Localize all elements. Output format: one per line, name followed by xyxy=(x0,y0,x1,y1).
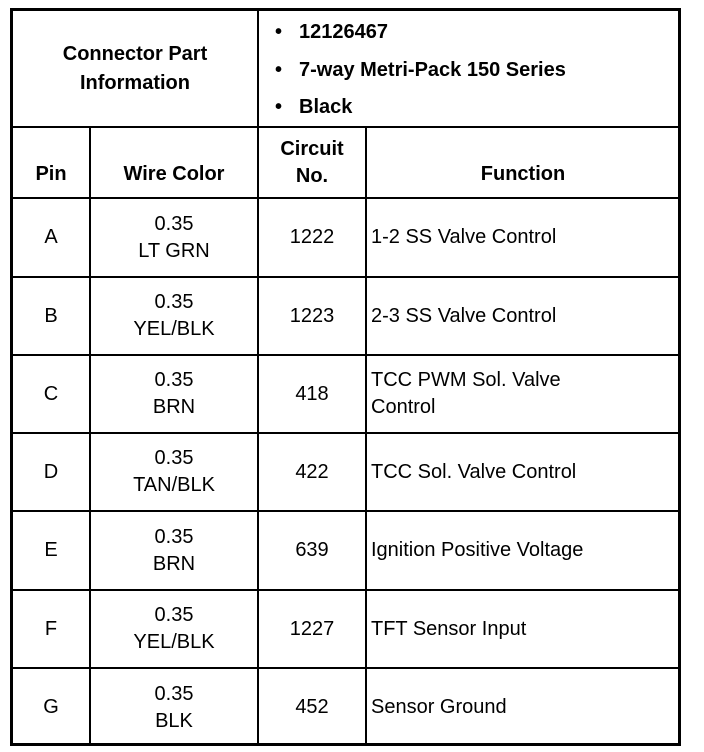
circuit-cell: 452 xyxy=(295,696,329,718)
connector-color: • Black xyxy=(299,96,352,119)
pin-cell: E xyxy=(44,539,58,561)
connector-part-label: Connector Part Information xyxy=(62,42,208,94)
circuit-cell: 422 xyxy=(295,460,329,483)
function-cell: TFT Sensor Input xyxy=(371,617,527,640)
circuit-header-line1: Circuit xyxy=(280,137,344,160)
function-cell: Ignition Positive Voltage xyxy=(371,539,584,561)
function-cell: 2-3 SS Valve Control xyxy=(371,304,557,327)
wire-color-cell xyxy=(91,591,257,667)
wire-color: TAN/BLK xyxy=(133,474,215,496)
pin-cell: B xyxy=(44,304,58,327)
pin-cell: F xyxy=(44,617,58,640)
function-cell: TCC PWM Sol. Valve Control xyxy=(371,369,561,418)
function-cell: Sensor Ground xyxy=(371,696,507,718)
pin-cell: C xyxy=(43,382,59,405)
wire-gauge: 0.35 xyxy=(154,682,194,705)
connector-table xyxy=(10,8,681,746)
function-cell: TCC Sol. Valve Control xyxy=(371,460,577,483)
part-info-list xyxy=(259,11,679,126)
wire-color: BRN xyxy=(152,552,196,575)
circuit-header-line2: No. xyxy=(295,164,329,187)
circuit-cell: 1223 xyxy=(289,304,335,327)
column-header-function: Function xyxy=(480,162,566,185)
wire-color: LT GRN xyxy=(138,239,210,262)
function-cell: 1-2 SS Valve Control xyxy=(371,226,557,248)
column-header-circuit xyxy=(259,128,365,197)
column-header-wire-color: Wire Color xyxy=(123,162,225,185)
wire-color: YEL/BLK xyxy=(133,631,215,653)
wire-gauge: 0.35 xyxy=(154,525,194,548)
wire-gauge: 0.35 xyxy=(154,291,194,313)
circuit-cell: 1227 xyxy=(289,617,335,640)
wire-color: YEL/BLK xyxy=(133,318,215,340)
wire-color: BRN xyxy=(152,396,196,418)
wire-gauge: 0.35 xyxy=(154,369,194,391)
wire-gauge: 0.35 xyxy=(154,604,194,626)
wire-color-cell xyxy=(91,669,257,746)
circuit-cell: 639 xyxy=(295,539,329,561)
column-header-pin: Pin xyxy=(35,162,67,185)
pin-cell: D xyxy=(43,460,59,483)
wire-color-cell xyxy=(91,278,257,354)
pin-cell: A xyxy=(44,226,58,248)
circuit-cell: 1222 xyxy=(289,226,335,248)
wire-gauge: 0.35 xyxy=(154,447,194,469)
wire-color-cell xyxy=(91,199,257,276)
pin-cell: G xyxy=(43,696,59,718)
part-number: • 12126467 xyxy=(299,21,388,44)
circuit-cell: 418 xyxy=(295,382,329,405)
wire-gauge: 0.35 xyxy=(154,212,194,235)
wire-color-cell xyxy=(91,512,257,589)
wire-color-cell xyxy=(91,356,257,432)
wire-color: BLK xyxy=(155,709,193,732)
connector-series: • 7-way Metri-Pack 150 Series xyxy=(299,59,566,82)
wire-color-cell xyxy=(91,434,257,510)
